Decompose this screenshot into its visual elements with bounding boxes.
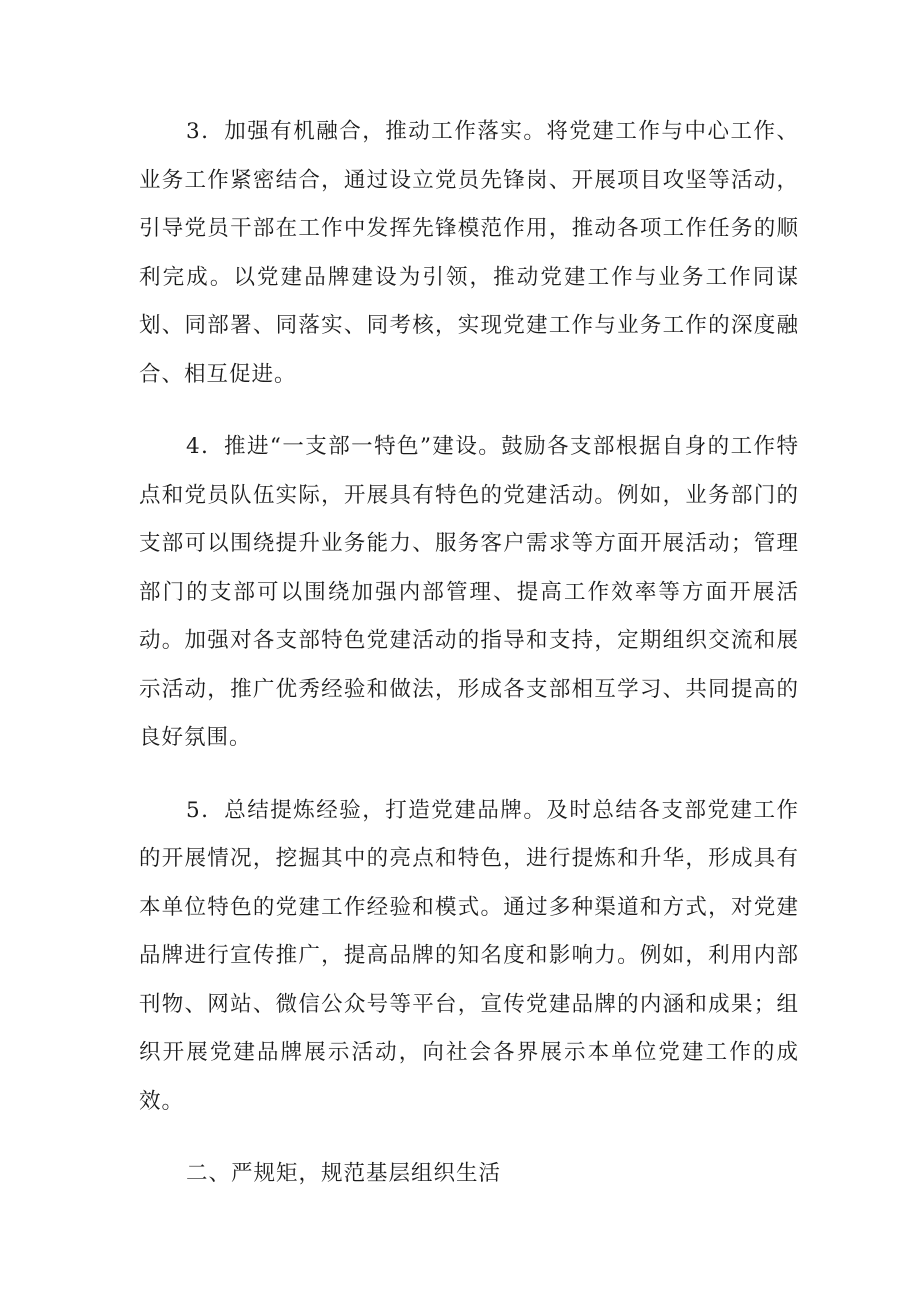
document-page [139,108,799,1223]
section-heading: 二、严规矩，规范基层组织生活 [186,1161,502,1186]
paragraph-5: 5．总结提炼经验，打造党建品牌。及时总结各支部党建工作的开展情况，挖掘其中的亮点和特色，进行提炼和升华，形成具有本单位特色的党建工作经验和模式。通过多种渠道和方式，对党建品牌进行宣传推广，提高品牌的知名度和影响力。例如，利用内部刊物、网站、微信公众号等平台，宣传党建品牌的内涵和成果；组织开展党建品牌展示活动，向社会各界展示本单位党建工作的成效。 [139,797,799,1114]
paragraph-4: 4．推进“一支部一特色”建设。鼓励各支部根据自身的工作特点和党员队伍实际，开展具有特色的党建活动。例如，业务部门的支部可以围绕提升业务能力、服务客户需求等方面开展活动；管理部门的支部可以围绕加强内部管理、提高工作效率等方面开展活动。加强对各支部特色党建活动的指导和支持，定期组织交流和展示活动，推广优秀经验和做法，形成各支部相互学习、共同提高的良好氛围。 [139,434,799,750]
paragraph-3: 3．加强有机融合，推动工作落实。将党建工作与中心工作、业务工作紧密结合，通过设立党员先锋岗、开展项目攻坚等活动，引导党员干部在工作中发挥先锋模范作用，推动各项工作任务的顺利完成。以党建品牌建设为引领，推动党建工作与业务工作同谋划、同部署、同落实、同考核，实现党建工作与业务工作的深度融合、相互促进。 [139,119,799,387]
